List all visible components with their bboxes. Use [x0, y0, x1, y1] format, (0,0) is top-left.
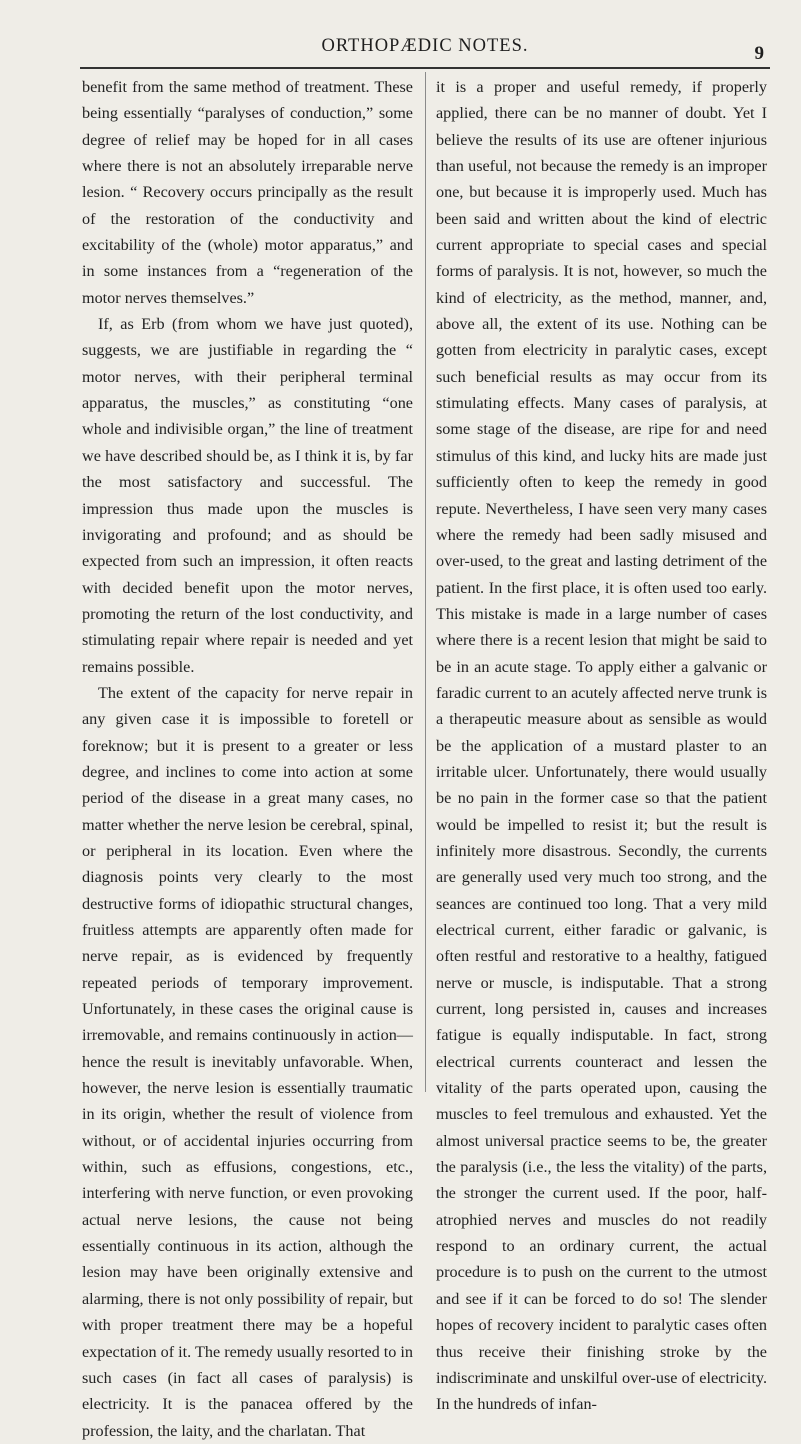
left-column [82, 74, 413, 1444]
header-rule [80, 67, 770, 69]
column-divider [425, 72, 426, 1092]
paragraph: The extent of the capacity for nerve repair in any given case it is impossible to foretell or foreknow; but it is present to a greater or less degree, and inclines to come into action at some period of the disease in a great many cases, no matter whether the nerve lesion be cerebral, spinal, or peripheral in its location. Even where the diagnosis points very clearly to the most destructive forms of idiopathic structural changes, fruitless attempts are apparently often made for nerve repair, as is evidenced by frequently repeated periods of temporary improvement. Unfortunately, in these cases the original cause is irremovable, and remains continuously in action—hence the result is inevitably unfavorable. When, however, the nerve lesion is essentially traumatic in its origin, whether the result of violence from without, or of accidental injuries occurring from within, such as effusions, congestions, etc., interfering with nerve function, or even provoking actual nerve lesions, the cause not being essentially continuous in its action, although the lesion may have been originally extensive and alarming, there is not only possibility of repair, but with proper treatment there may be a hopeful expectation of it. The remedy usually resorted to in such cases (in fact all cases of paralysis) is electricity. It is the panacea offered by the profession, the laity, and the charlatan. That [82, 683, 413, 1440]
paragraph: it is a proper and useful remedy, if properly applied, there can be no manner of doubt. Yet I believe the results of its use are oftener injurious than useful, not because the remedy is an improper one, but because it is improperly used. Much has been said and written about the kind of electric current appropriate to special cases and special forms of paralysis. It is not, however, so much the kind of electricity, as the method, manner, and, above all, the extent of its use. Nothing can be gotten from electricity in paralytic cases, except such beneficial results as may occur from its stimulating effects. Many cases of paralysis, at some stage of the disease, are ripe for and need stimulus of this kind, and lucky hits are made just sufficiently often to keep the remedy in good repute. Nevertheless, I have seen very many cases where the remedy had been sadly misused and over-used, to the great and lasting detriment of the patient. In the first place, it is often used too early. This mistake is made in a large number of cases where there is a recent lesion that might be said to be in an acute stage. To apply either a galvanic or faradic current to an acutely affected nerve trunk is a therapeutic measure about as sensible as would be the application of a mustard plaster to an irritable ulcer. Unfortunately, there would usually be no pain in the former case so that the patient would be impelled to resist it; but the result is infinitely more disastrous. Secondly, the currents are generally used very much too strong, and the seances are continued too long. That a very mild electrical current, either faradic or galvanic, is often restful and restorative to a healthy, fatigued nerve or muscle, is indisputable. That a strong current, long persisted in, causes and increases fatigue is equally indisputable. In fact, strong electrical currents counteract and lessen the vitality of the parts operated upon, causing the muscles to feel tremulous and exhausted. Yet the almost universal practice seems to be, the greater the paralysis (i.e., the less the vitality) of the parts, the stronger the current used. If the poor, half-atrophied nerves and muscles do not readily respond to an ordinary current, the actual procedure is to push on the current to the utmost and see if it can be forced to do so! The slender hopes of recovery incident to paralytic cases often thus receive their finishing stroke by the indiscriminate and unskilful over-use of electricity. In the hundreds of infan- [436, 78, 767, 1414]
page-header [80, 36, 770, 66]
page-number: 9 [754, 43, 764, 64]
running-title: ORTHOPÆDIC NOTES. [321, 36, 529, 56]
right-column [436, 74, 767, 1418]
paragraph: If, as Erb (from whom we have just quoted), suggests, we are justifiable in regarding the “ motor nerves, with their peripheral terminal apparatus, the muscles,” as constituting “one whole and indivisible organ,” the line of treatment we have described should be, as I think it is, by far the most satisfactory and successful. The impression thus made upon the muscles is invigorating and profound; and as should be expected from such an impression, it often reacts with decided benefit upon the motor nerves, promoting the return of the lost conductivity, and stimulating repair where repair is needed and yet remains possible. [82, 315, 413, 676]
paragraph: benefit from the same method of treatment. These being essentially “paralyses of conduction,” some degree of relief may be hoped for in all cases where there is not an absolutely irreparable nerve lesion. “ Recovery occurs principally as the result of the restoration of the conductivity and excitability of the (whole) motor apparatus,” and in some instances from a “regeneration of the motor nerves themselves.” [82, 78, 413, 307]
